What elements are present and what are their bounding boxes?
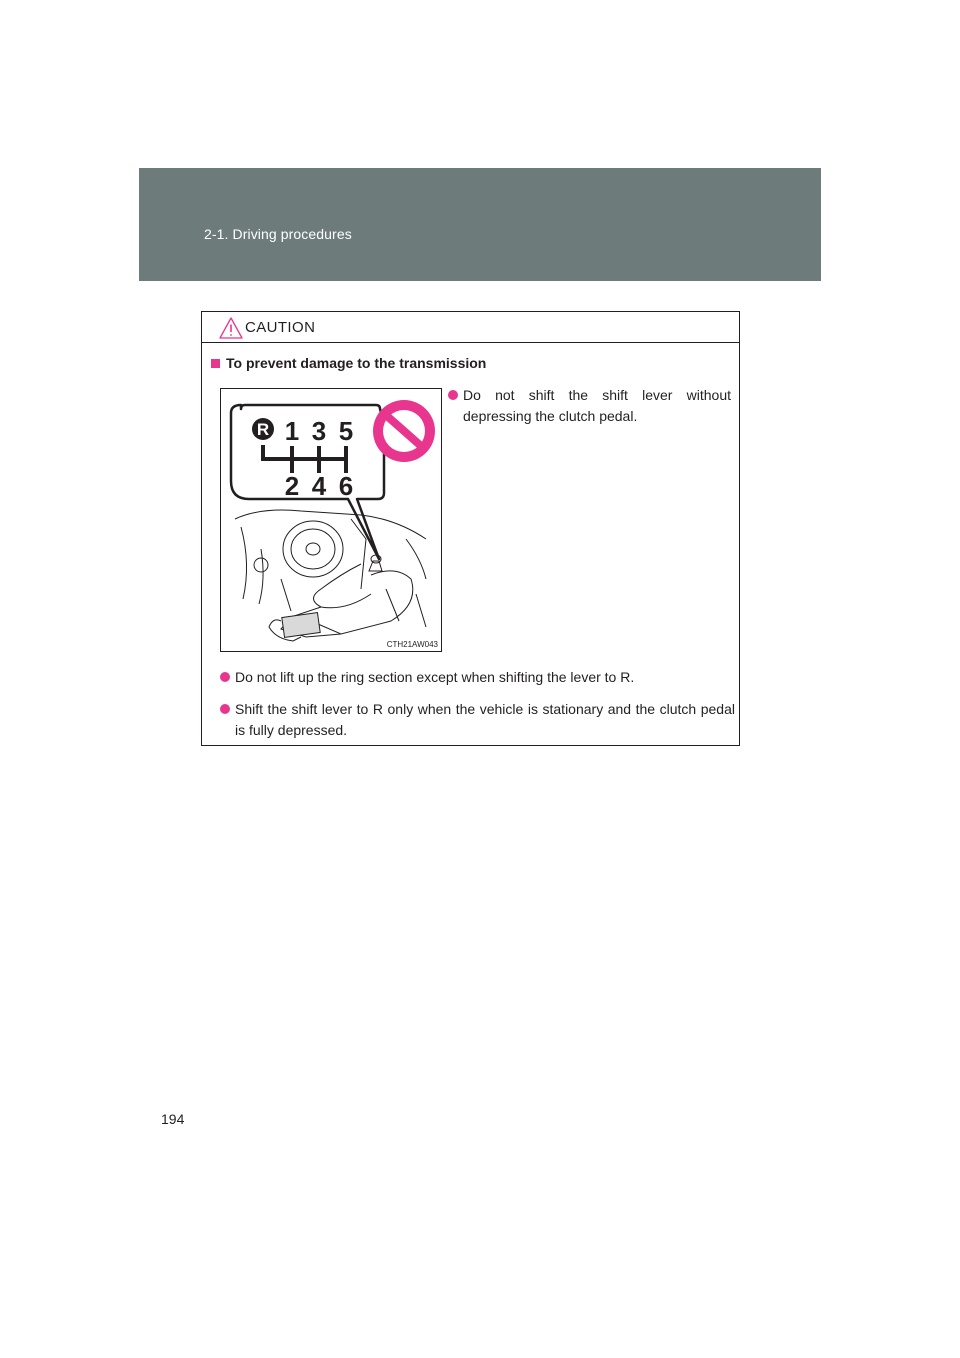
gear-label-R: R — [256, 420, 270, 439]
bullet-item — [463, 385, 731, 427]
warning-triangle-icon — [219, 317, 243, 339]
gear-label-1: 1 — [284, 416, 300, 446]
bullet-dot-icon — [220, 672, 230, 682]
header-band — [139, 168, 821, 281]
gear-label-2: 2 — [284, 471, 300, 501]
bullet-text: Shift the shift lever to R only when the vehicle is stationary and the clutch pedal is fully depressed. — [235, 701, 735, 738]
caution-header — [202, 312, 739, 343]
bullet-item — [235, 699, 735, 741]
bullet-text: Do not shift the shift lever without depressing the clutch pedal. — [463, 387, 731, 424]
foot-shading — [282, 613, 320, 638]
page-number: 194 — [161, 1111, 185, 1127]
subheading-text: To prevent damage to the transmission — [226, 355, 487, 371]
section-title: 2-1. Driving procedures — [204, 226, 352, 242]
gear-label-5: 5 — [338, 416, 354, 446]
cabin-drawing — [235, 510, 426, 641]
square-bullet-icon — [211, 359, 220, 368]
no-entry-icon — [373, 400, 435, 462]
caution-label: CAUTION — [245, 319, 316, 336]
subheading — [211, 355, 486, 371]
bullet-dot-icon — [220, 704, 230, 714]
gear-label-6: 6 — [338, 471, 354, 501]
caution-box — [201, 311, 740, 746]
illustration-code: CTH21AW043 — [386, 640, 438, 649]
gear-label-4: 4 — [311, 471, 327, 501]
bullet-dot-icon — [448, 390, 458, 400]
bullet-item — [235, 667, 735, 688]
illustration-drawing — [221, 389, 441, 651]
shift-lever-illustration — [220, 388, 442, 652]
gear-label-3: 3 — [311, 416, 327, 446]
bullet-text: Do not lift up the ring section except when shifting the lever to R. — [235, 669, 635, 685]
